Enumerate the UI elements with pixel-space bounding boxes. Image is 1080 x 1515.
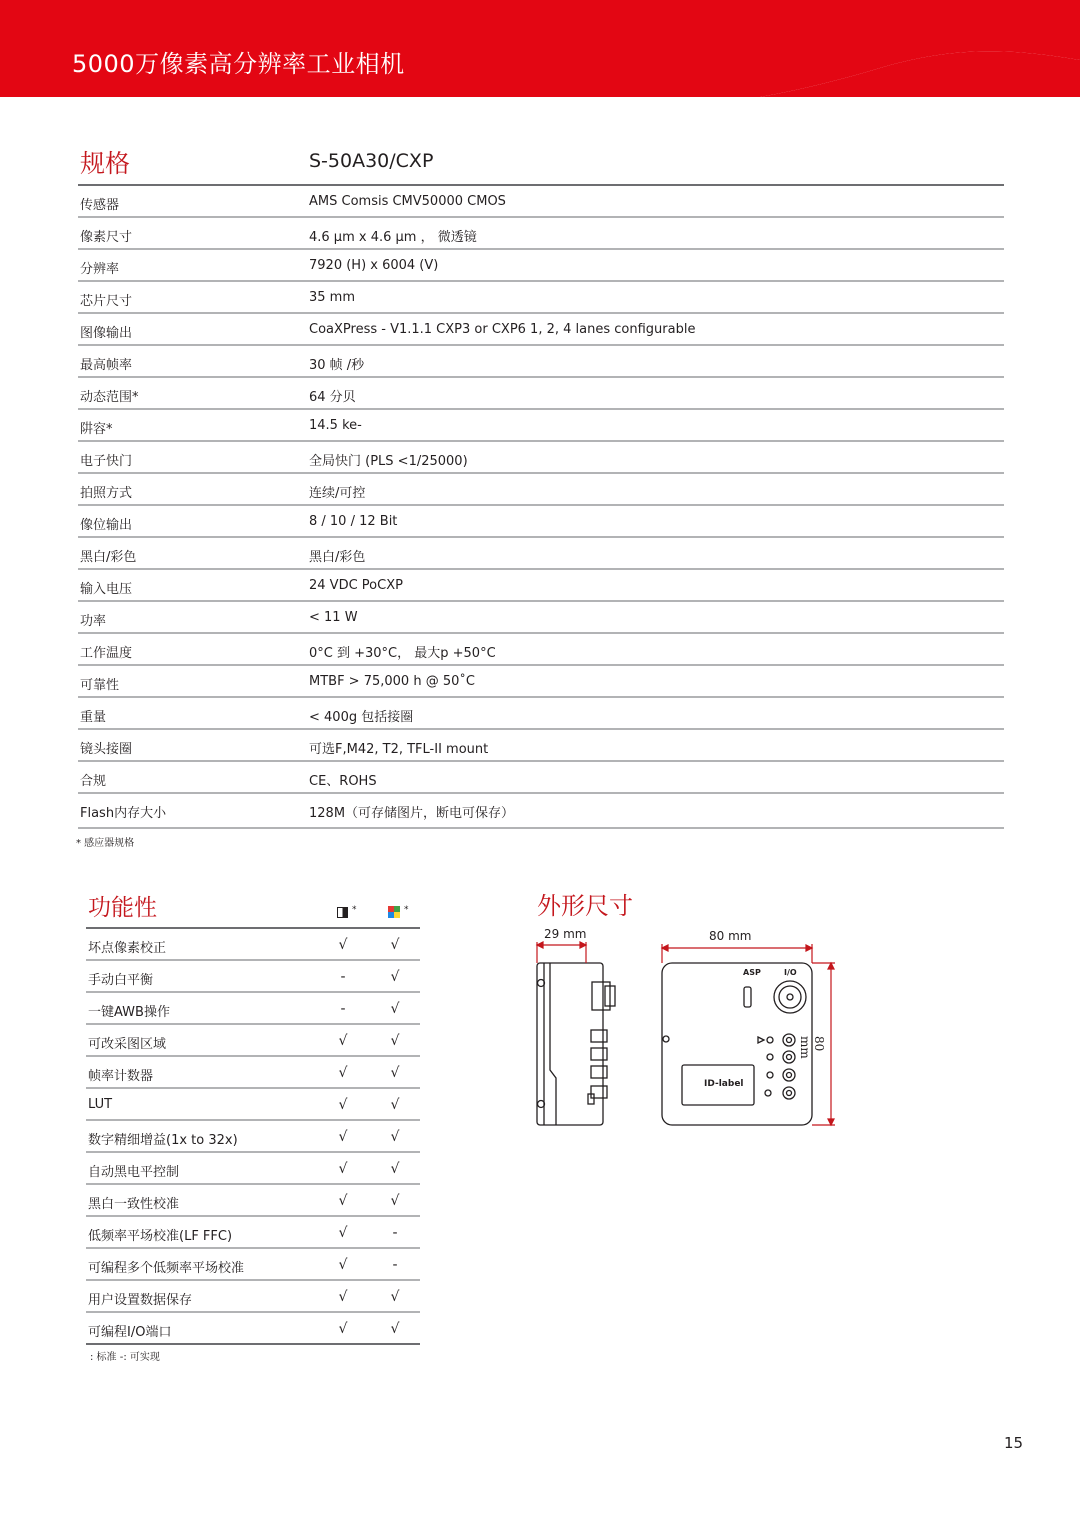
spec-value: 24 VDC PoCXP [309, 578, 403, 593]
feature-row [86, 1217, 420, 1249]
depth-dimension: 29 mm [544, 927, 587, 941]
spec-row [78, 602, 1004, 634]
feature-row [86, 1185, 420, 1217]
feature-label: LUT [88, 1097, 113, 1112]
spec-value: 4.6 µm x 4.6 µm ， 微透镜 [309, 230, 477, 245]
spec-label: 芯片尺寸 [80, 294, 133, 309]
color-support: - [392, 1257, 398, 1273]
feature-label: 数字精细增益(1x to 32x) [88, 1133, 238, 1148]
spec-row [78, 442, 1004, 474]
spec-value: 连续/可控 [309, 486, 366, 501]
feature-row [86, 1089, 420, 1121]
spec-row [78, 282, 1004, 314]
mono-support: √ [338, 937, 348, 953]
feature-label: 坏点像素校正 [88, 941, 167, 956]
spec-row [78, 698, 1004, 730]
page-title: 5000万像素高分辨率工业相机 [72, 50, 405, 78]
monochrome-icon [337, 907, 348, 918]
spec-row [78, 762, 1004, 794]
spec-value: 全局快门 (PLS <1/25000) [309, 454, 468, 469]
spec-row [78, 378, 1004, 410]
spec-row [78, 506, 1004, 538]
model-name: S-50A30/CXP [309, 150, 434, 172]
spec-value: 黑白/彩色 [309, 550, 366, 565]
spec-row [78, 346, 1004, 378]
spec-label: 黑白/彩色 [80, 550, 137, 565]
spec-label: 分辨率 [80, 262, 120, 277]
spec-label: 最高帧率 [80, 358, 133, 373]
feature-label: 可编程I/O端口 [88, 1325, 172, 1340]
header-banner [0, 0, 1080, 100]
mono-support: - [340, 969, 346, 985]
color-support: √ [390, 1161, 400, 1177]
color-support: - [392, 1225, 398, 1241]
color-support: √ [390, 1033, 400, 1049]
feature-label: 可改采图区域 [88, 1037, 167, 1052]
asp-label: ASP [743, 968, 761, 977]
spec-label: 镜头接圈 [80, 742, 133, 757]
spec-label: 工作温度 [80, 646, 133, 661]
spec-value: 14.5 ke- [309, 418, 362, 433]
spec-label: 功率 [80, 614, 107, 629]
color-support: √ [390, 1321, 400, 1337]
feature-row [86, 1121, 420, 1153]
spec-label: 像位输出 [80, 518, 133, 533]
spec-label: 传感器 [80, 198, 120, 213]
page-number: 15 [1004, 1434, 1024, 1452]
spec-table [78, 140, 1004, 829]
io-label: I/O [784, 968, 797, 977]
spec-table-header [78, 140, 1004, 186]
color-support: √ [390, 1289, 400, 1305]
features-title: 功能性 [88, 895, 157, 921]
spec-value: 7920 (H) x 6004 (V) [309, 258, 439, 273]
feature-label: 手动白平衡 [88, 973, 154, 988]
spec-value: < 11 W [309, 610, 358, 625]
spec-value: 可选F,M42, T2, TFL-II mount [309, 742, 489, 757]
feature-row [86, 993, 420, 1025]
features-footnote: : 标准 -: 可实现 [90, 1352, 160, 1363]
feature-label: 可编程多个低频率平场校准 [88, 1261, 245, 1276]
mono-star: * [352, 905, 357, 915]
color-support: √ [390, 1193, 400, 1209]
spec-value: AMS Comsis CMV50000 CMOS [309, 194, 506, 209]
feature-row [86, 1153, 420, 1185]
spec-label: 图像输出 [80, 326, 133, 341]
feature-label: 自动黑电平控制 [88, 1165, 180, 1180]
feature-row [86, 1249, 420, 1281]
height-dimension: 80 mm [798, 1036, 826, 1059]
spec-row [78, 314, 1004, 346]
spec-value: < 400g 包括接圈 [309, 710, 414, 725]
spec-value: 64 分贝 [309, 390, 356, 405]
spec-value: 30 帧 /秒 [309, 358, 365, 373]
spec-value: 128M（可存储图片，断电可保存） [309, 806, 515, 821]
spec-row [78, 474, 1004, 506]
spec-label: 电子快门 [80, 454, 133, 469]
spec-footnote: * 感应器规格 [76, 838, 135, 849]
mono-support: - [340, 1001, 346, 1017]
mono-support: √ [338, 1161, 348, 1177]
mono-support: √ [338, 1321, 348, 1337]
color-support: √ [390, 1097, 400, 1113]
color-support: √ [390, 1129, 400, 1145]
spec-label: Flash内存大小 [80, 806, 167, 821]
spec-row [78, 410, 1004, 442]
spec-value: MTBF > 75,000 h @ 50˚C [309, 674, 475, 689]
feature-label: 帧率计数器 [88, 1069, 154, 1084]
dimensions-title: 外形尺寸 [537, 892, 633, 920]
feature-row [86, 929, 420, 961]
id-label-text: ID-label [704, 1079, 744, 1089]
width-dimension: 80 mm [709, 929, 752, 943]
spec-row [78, 634, 1004, 666]
spec-label: 动态范围* [80, 390, 139, 405]
spec-label: 合规 [80, 774, 107, 789]
feature-label: 低频率平场校准(LF FFC) [88, 1229, 233, 1244]
spec-label: 像素尺寸 [80, 230, 133, 245]
feature-row [86, 1057, 420, 1089]
camera-outline-drawing [520, 920, 850, 1140]
spec-row [78, 186, 1004, 218]
color-sensor-icon [388, 906, 400, 918]
color-support: √ [390, 1001, 400, 1017]
feature-row [86, 1281, 420, 1313]
features-table-header [86, 885, 420, 929]
spec-row [78, 666, 1004, 698]
feature-label: 用户设置数据保存 [88, 1293, 193, 1308]
spec-value: CE、ROHS [309, 774, 377, 789]
spec-row [78, 218, 1004, 250]
feature-label: 一键AWB操作 [88, 1005, 170, 1020]
mono-support: √ [338, 1065, 348, 1081]
mono-support: √ [338, 1033, 348, 1049]
mono-support: √ [338, 1129, 348, 1145]
spec-title: 规格 [80, 149, 131, 178]
spec-label: 可靠性 [80, 678, 120, 693]
spec-row [78, 794, 1004, 829]
mono-support: √ [338, 1193, 348, 1209]
feature-label: 黑白一致性校准 [88, 1197, 180, 1212]
color-support: √ [390, 1065, 400, 1081]
spec-value: 8 / 10 / 12 Bit [309, 514, 398, 529]
features-table [86, 885, 420, 1345]
spec-row [78, 570, 1004, 602]
spec-label: 拍照方式 [80, 486, 133, 501]
mono-support: √ [338, 1257, 348, 1273]
spec-row [78, 250, 1004, 282]
color-star: * [404, 905, 409, 915]
spec-label: 重量 [80, 710, 107, 725]
spec-value: CoaXPress - V1.1.1 CXP3 or CXP6 1, 2, 4 lanes configurable [309, 322, 696, 337]
dimensions-drawing [520, 920, 850, 1144]
mono-support: √ [338, 1225, 348, 1241]
mono-support: √ [338, 1097, 348, 1113]
spec-row [78, 730, 1004, 762]
spec-label: 阱容* [80, 422, 113, 437]
color-support: √ [390, 969, 400, 985]
spec-label: 输入电压 [80, 582, 133, 597]
color-support: √ [390, 937, 400, 953]
feature-row [86, 1313, 420, 1345]
feature-row [86, 961, 420, 993]
spec-value: 0°C 到 +30°C， 最大p +50°C [309, 646, 496, 661]
feature-row [86, 1025, 420, 1057]
spec-value: 35 mm [309, 290, 356, 305]
mono-support: √ [338, 1289, 348, 1305]
spec-row [78, 538, 1004, 570]
